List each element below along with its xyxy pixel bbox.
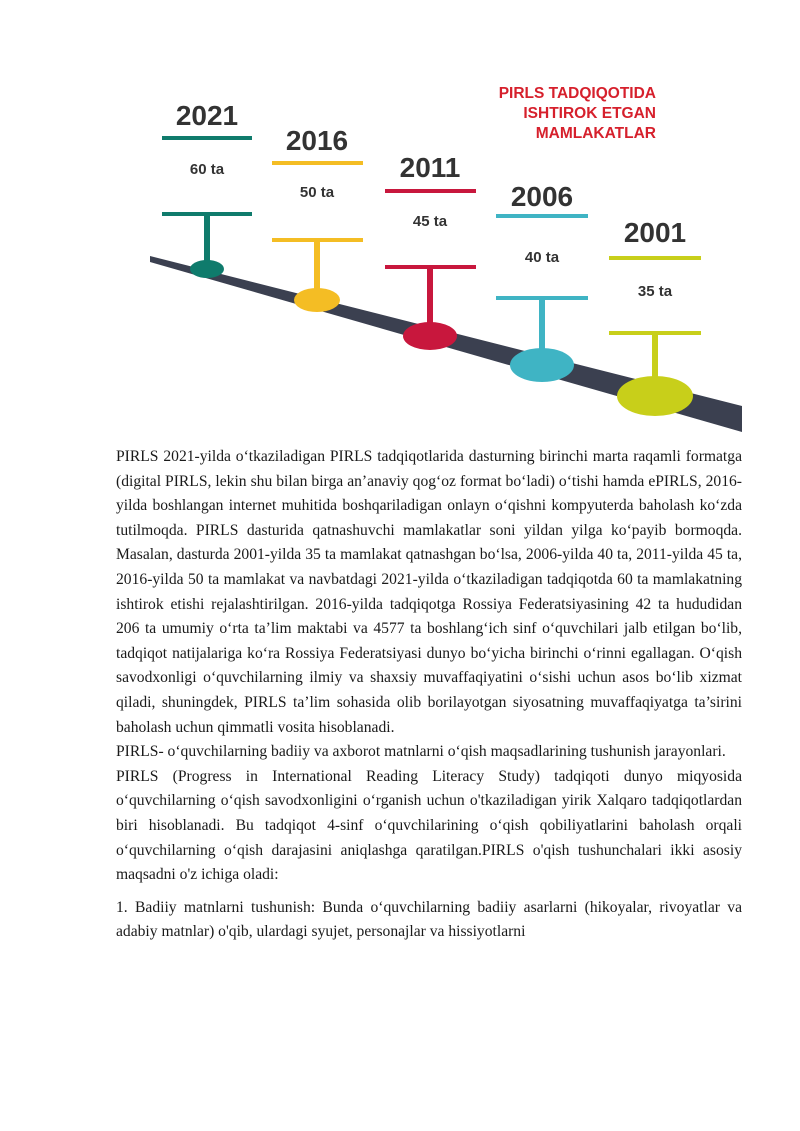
milestone-2006-underline: [496, 214, 588, 218]
milestone-2021-post: [204, 216, 210, 269]
document-body: [116, 445, 742, 945]
paragraph: 1. Badiiy matnlarni tushunish: Bunda o‘quvchilarning badiiy asarlarni (hikoyalar, rivoyatlar va adabiy matnlar) o'qib, ulardagi syujet, personajlar va hissiyotlarni: [116, 898, 742, 941]
milestone-year: 2011: [399, 152, 461, 183]
milestone-2011-post: [427, 269, 433, 336]
heading-line: PIRLS TADQIQOTIDA: [498, 85, 656, 102]
milestone-count: 50 ta: [299, 184, 335, 201]
milestone-2001-underline: [609, 256, 701, 260]
timeline-graphic: [0, 0, 800, 440]
milestone-2001-crossbar: [609, 331, 701, 335]
milestone-count: 60 ta: [189, 161, 225, 178]
milestone-2016-underline: [272, 161, 363, 165]
milestone-2001: [609, 217, 701, 416]
infographic-heading: [396, 84, 656, 144]
milestone-year: 2001: [623, 217, 687, 248]
milestone-2021-underline: [162, 136, 252, 140]
milestone-2016-post: [314, 242, 320, 300]
milestone-2011-underline: [385, 189, 476, 193]
paragraph: PIRLS (Progress in International Reading Literacy Study) tadqiqoti dunyo miqyosida o‘quvchilarning o‘qish savodxonligini o‘rganish uchun o'tkaziladigan yirik Xalqaro tadqiqotlardan biri hisoblanadi. Bu tadqiqot 4-sinf o‘quvchilarining o‘qish qobiliyatlarini baholash orqali o‘quvchilarning o‘qish darajasini aniqlashga qaratilgan.PIRLS o'qish tushunchalari ikki asosiy maqsadni o'z ichiga oladi:: [116, 767, 742, 884]
milestone-2011-crossbar: [385, 265, 476, 269]
milestone-year: 2006: [510, 181, 574, 212]
paragraph: PIRLS- o‘quvchilarning badiiy va axborot matnlarni o‘qish maqsadlarining tushunish jarayonlari.: [116, 743, 726, 761]
milestone-count: 35 ta: [637, 283, 673, 300]
milestone-year: 2016: [285, 125, 349, 156]
heading-line: MAMLAKATLAR: [535, 125, 656, 142]
milestone-2006-post: [539, 300, 545, 365]
milestone-2001-post: [652, 335, 658, 396]
paragraph: PIRLS 2021-yilda o‘tkaziladigan PIRLS tadqiqotlarida dasturning birinchi marta raqamli formatga (digital PIRLS, lekin shu bilan birga an’anaviy qog‘oz format bo‘ladi) o‘tishi hamda ePIRLS, 2016-yilda boshlangan internet muhitida boshqariladigan onlayn o‘qishni kompyuterda baholash ko‘zda tutilmoqda. PIRLS dasturida qatnashuvchi mamlakatlar soni yildan yilga ko‘payib bormoqda. Masalan, dasturda 2001-yilda 35 ta mamlakat qatnashgan bo‘lsa, 2006-yilda 40 ta, 2011-yilda 45 ta, 2016-yilda 50 ta mamlakat va navbatdagi 2021-yilda o‘tkaziladigan tadqiqotda 60 ta mamlakatning ishtirok etishi rejalashtirilgan. 2016-yilda tadqiqotga Rossiya Federatsiyasining 42 ta hududidan 206 ta umumiy o‘rta ta’lim maktabi va 4577 ta boshlang‘ich sinf o‘quvchilari jalb etilgan bo‘lib, tadqiqot natijalariga ko‘ra Rossiya Federatsiyasi dunyo bo‘yicha birinchi o‘rinni egallagan. O‘qish savodxonligi o‘quvchilarning ilmiy va shaxsiy muvaffaqiyatini o‘sishi uchun asos bo‘lib xizmat qiladi, shuningdek, PIRLS ta’lim sohasida olib borilayotgan siyosatning muvaffaqiyatga ta’sirini baholash uchun qimmatli vosita hisoblanadi.: [116, 448, 742, 736]
milestone-2021-crossbar: [162, 212, 252, 216]
milestone-2016: [272, 125, 363, 312]
milestone-count: 40 ta: [524, 249, 560, 266]
heading-line: ISHTIROK ETGAN: [523, 105, 656, 122]
milestone-count: 45 ta: [412, 213, 448, 230]
milestone-2021: [162, 100, 252, 278]
milestone-2006-crossbar: [496, 296, 588, 300]
milestone-2016-crossbar: [272, 238, 363, 242]
milestone-year: 2021: [175, 100, 239, 131]
pirls-timeline-infographic: [0, 0, 800, 440]
